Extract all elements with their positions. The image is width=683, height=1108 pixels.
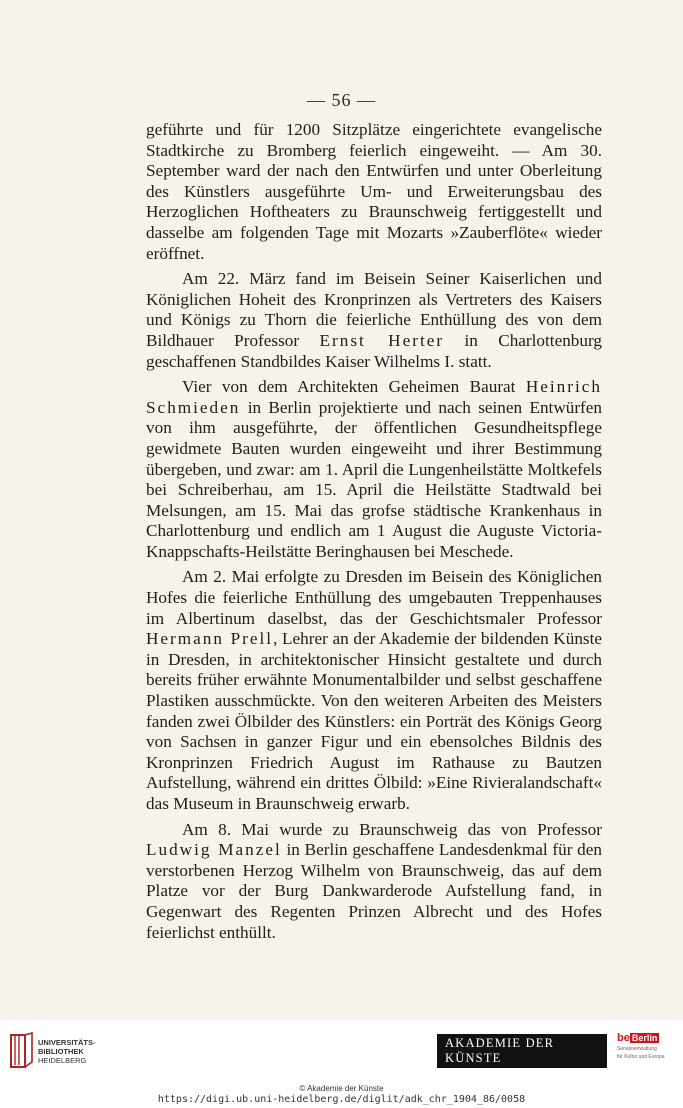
text-run: Am 8. Mai wurde zu Braunschweig das von Professor	[182, 819, 602, 839]
text-run: in Charlottenburg geschaffenen Standbildes Kaiser Wilhelms I. statt.	[146, 330, 602, 371]
library-line-1: UNIVERSITÄTS-	[38, 1038, 96, 1047]
library-name	[38, 1038, 96, 1065]
person-name: Hermann Prell	[146, 629, 274, 649]
berlin-tag: Berlin	[631, 1033, 658, 1043]
berlin-senate-logo[interactable]	[617, 1032, 673, 1076]
berlin-prefix: be	[617, 1032, 630, 1044]
person-name: Heinrich Schmieden	[146, 377, 602, 417]
akademie-label: AKADEMIE DER KÜNSTE	[436, 1032, 608, 1070]
body-text	[146, 120, 602, 948]
text-run: Am 22. März fand im Beisein Seiner Kaiserlichen und Königlichen Hoheit des Kronprinzen als Vertreters des Kaisers und Königs zu Thorn die feierliche Enthüllung des von dem Bildhauer Professor	[146, 269, 602, 350]
heidelberg-library-logo[interactable]	[10, 1032, 110, 1076]
paragraph	[146, 820, 602, 944]
library-line-2: BIBLIOTHEK	[38, 1047, 84, 1056]
paragraph	[146, 269, 602, 372]
text-run: in Berlin projektierte und nach seinen Entwürfen von ihm ausgeführte, der öffentlichen Gesundheitspflege gewidmete Bauten wurden eingeweiht und ihrer Bestimmung übergeben, und zwar: am 1. April die Lungenheilstätte Moltkefels bei Schreiberhau, am 15. April die Heilstätte Stadtwald bei Melsungen, am 15. Mai das grofse städtische Krankenhaus in Charlottenburg und endlich am 1 August die Auguste Victoria-Knappschafts-Heilstätte Beringhausen bei Meschede.	[146, 397, 602, 561]
person-name: Ludwig Manzel	[146, 840, 282, 860]
footer	[0, 1020, 683, 1108]
akademie-der-kuenste-logo[interactable]	[436, 1034, 608, 1068]
page-number: — 56 —	[307, 90, 376, 110]
paragraph	[146, 120, 602, 264]
text-run: Am 2. Mai erfolgte zu Dresden im Beisein des Königlichen Hofes die feierliche Enthüllung des umgebauten Treppenhauses im Albertinum daselbst, das der Geschichtsmaler Professor	[146, 567, 602, 628]
text-run: Vier von dem Architekten Geheimen Baurat	[182, 377, 526, 397]
source-url-link[interactable]: https://digi.ub.uni-heidelberg.de/diglit/adk_chr_1904_86/0058	[157, 1094, 526, 1105]
library-mark-icon	[10, 1032, 34, 1068]
text-run: geführte und für 1200 Sitzplätze eingerichtete evangelische Stadtkirche zu Bromberg feierlich eingeweiht. — Am 30. September ward der nach den Entwürfen und unter Oberleitung des Künstlers ausgeführte Um- und Erweiterungsbau des Herzoglichen Hoftheaters zu Braunschweig fertiggestellt und dasselbe am folgenden Tage mit Mozarts »Zauberflöte« wieder eröffnet.	[146, 120, 602, 263]
text-run: in Berlin geschaffene Landesdenkmal für den verstorbenen Herzog Wilhelm von Braunschweig, das auf dem Platze vor der Burg Dankwarderode Aufstellung fand, in Gegenwart des Regenten Prinzen Albrecht und des Hofes feierlichst enthüllt.	[146, 840, 602, 942]
person-name: Ernst Herter	[319, 330, 445, 350]
paragraph	[146, 377, 602, 562]
library-line-3: HEIDELBERG	[38, 1056, 87, 1065]
berlin-subtitle-2: für Kultur und Europa	[617, 1054, 665, 1060]
text-run: , Lehrer an der Akademie der bildenden Künste in Dresden, in architektonischer Hinsicht gestaltete und durch bereits früher erwähnte Monumentalbilder und selbst geschaffene Plastiken ausschmückte. Von den weiteren Arbeiten des Meisters fanden zwei Ölbilder des Künstlers: ein Porträt des Königs Georg von Sachsen in ganzer Figur und ein ebensolches Bildnis des Kronprinzen Friedrich August im Rathause zu Bautzen Aufstellung, während ein drittes Ölbild: »Eine Rivieralandschaft« das Museum in Braunschweig erwarb.	[146, 629, 603, 813]
paragraph	[146, 567, 602, 814]
berlin-subtitle-1: Senatsverwaltung	[617, 1046, 657, 1052]
berlin-wordmark	[617, 1032, 673, 1044]
copyright-notice: © Akademie der Künste	[299, 1084, 384, 1093]
